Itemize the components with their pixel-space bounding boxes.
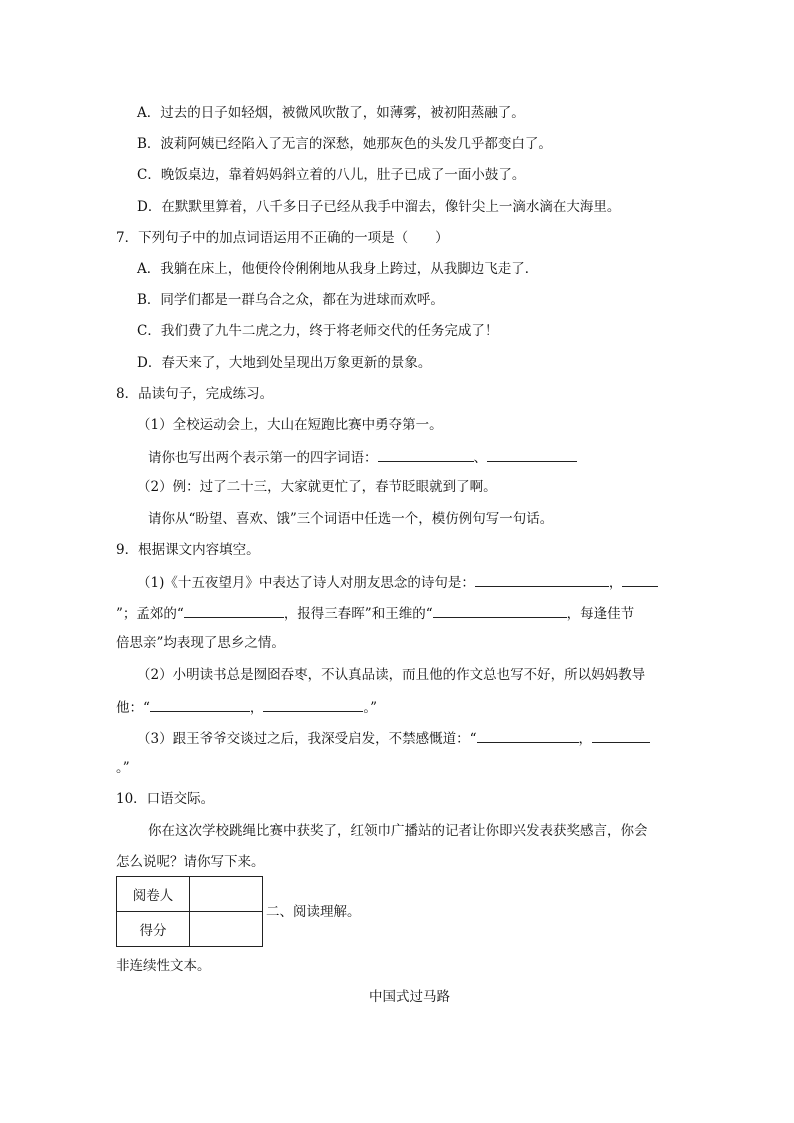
answer-blank[interactable] xyxy=(378,447,474,462)
q10-text-line2: 怎么说呢？请你写下来。 xyxy=(116,854,265,870)
q9-part1-text-b: ”；孟郊的“ xyxy=(116,606,184,622)
section2-heading: 二、阅读理解。 xyxy=(266,904,361,920)
q8-part2-task: 请你从“盼望、喜欢、饿”三个词语中任选一个，模仿例句写一句话。 xyxy=(148,511,554,527)
reviewer-cell[interactable] xyxy=(190,877,263,912)
answer-blank[interactable] xyxy=(184,603,284,618)
q7-stem: 7．下列句子中的加点词语运用不正确的一项是（ ） xyxy=(116,230,449,246)
q10-text-line1: 你在这次学校跳绳比赛中获奖了，红领巾广播站的记者让你即兴发表获奖感言，你会 xyxy=(148,823,648,839)
section2-subtype: 非连续性文本。 xyxy=(116,958,211,974)
reviewer-label: 阅卷人 xyxy=(117,877,190,912)
q9-part2-text-b: 他：“ xyxy=(116,700,150,716)
q6-option-d: D．在默默里算着，八千多日子已经从我手中溜去，像针尖上一滴水滴在大海里。 xyxy=(137,199,621,215)
answer-blank[interactable] xyxy=(592,728,650,743)
q6-option-a: A．过去的日子如轻烟，被微风吹散了，如薄雾，被初阳蒸融了。 xyxy=(137,105,525,121)
q9-part1-line3: 倍思亲”均表现了思乡之情。 xyxy=(116,635,285,651)
q8-stem: 8．品读句子，完成练习。 xyxy=(116,386,274,402)
q10-stem: 10．口语交际。 xyxy=(116,791,215,807)
q8-part1-task-text: 请你也写出两个表示第一的四字词语： xyxy=(148,450,378,466)
answer-blank[interactable] xyxy=(622,572,658,587)
q9-part1-line1 xyxy=(137,572,658,592)
q9-part3-line1 xyxy=(137,728,650,748)
q8-part1: （1）全校运动会上，大山在短跑比赛中勇夺第一。 xyxy=(137,417,443,433)
q8-part2: （2）例：过了二十三，大家就更忙了，春节眨眼就到了啊。 xyxy=(137,479,497,495)
q9-part1-text-a: （1)《十五夜望月》中表达了诗人对朋友思念的诗句是： xyxy=(137,575,475,591)
q6-option-b: B．波莉阿姨已经陷入了无言的深愁，她那灰色的头发几乎都变白了。 xyxy=(137,136,552,152)
answer-blank[interactable] xyxy=(433,603,567,618)
comma: ， xyxy=(249,700,264,716)
q9-part2-end: 。” xyxy=(363,700,378,716)
q9-part3-line2: 。” xyxy=(116,760,130,776)
separator: 、 xyxy=(473,450,487,466)
q9-part3-text-a: （3）跟王爷爷交谈过之后，我深受启发，不禁感慨道：“ xyxy=(137,731,477,747)
comma: ， xyxy=(608,575,623,591)
answer-blank[interactable] xyxy=(475,572,609,587)
q8-part1-task xyxy=(148,447,577,467)
q6-option-c: C．晚饭桌边，靠着妈妈斜立着的八儿，肚子已成了一面小鼓了。 xyxy=(137,167,526,183)
answer-blank[interactable] xyxy=(150,697,250,712)
answer-blank[interactable] xyxy=(487,447,577,462)
q9-stem: 9．根据课文内容填空。 xyxy=(116,542,260,558)
answer-blank[interactable] xyxy=(263,697,363,712)
q9-part1-text-c: ，报得三春晖”和王维的“ xyxy=(283,606,433,622)
q9-part2-line2 xyxy=(116,697,377,717)
q7-option-a: A．我躺在床上，他便伶伶俐俐地从我身上跨过，从我脚边飞走了． xyxy=(137,261,539,277)
q9-part2-line1: （2）小明读书总是囫囵吞枣，不认真品读，而且他的作文总也写不好，所以妈妈教导 xyxy=(137,667,646,683)
q9-part1-text-d: ，每逢佳节 xyxy=(566,606,635,622)
answer-blank[interactable] xyxy=(477,728,579,743)
q9-part1-line2 xyxy=(116,603,634,623)
q7-option-b: B．同学们都是一群乌合之众，都在为进球而欢呼。 xyxy=(137,292,444,308)
comma: ， xyxy=(578,731,592,747)
reading-title: 中国式过马路 xyxy=(369,989,450,1005)
score-label: 得分 xyxy=(117,912,190,947)
score-table xyxy=(116,876,263,947)
q7-option-d: D．春天来了，大地到处呈现出万象更新的景象。 xyxy=(137,355,432,371)
score-cell[interactable] xyxy=(190,912,263,947)
q7-option-c: C．我们费了九牛二虎之力，终于将老师交代的任务完成了！ xyxy=(137,323,499,339)
